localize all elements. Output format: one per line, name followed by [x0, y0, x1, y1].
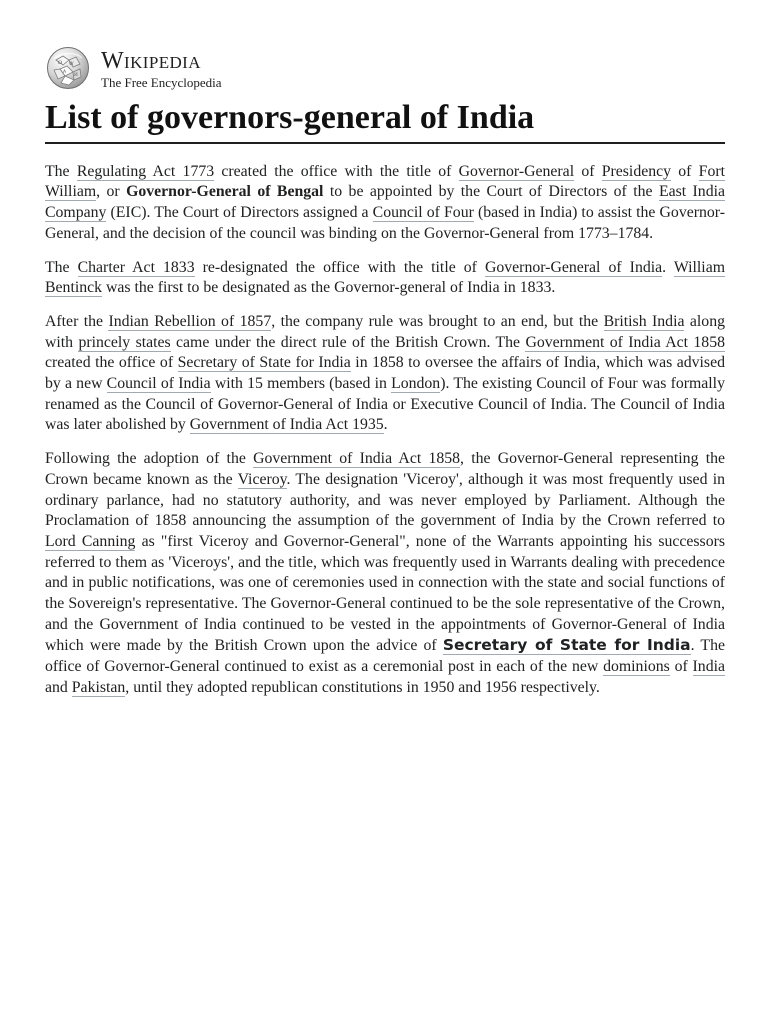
article-link-lord-canning[interactable]: Lord Canning — [45, 532, 136, 550]
article-text: re-designated the office with the title of — [194, 258, 485, 276]
article-text: of — [574, 162, 602, 180]
article-link-viceroy[interactable]: Viceroy — [237, 470, 287, 488]
article-text: and — [45, 678, 72, 696]
article-text: . — [662, 258, 674, 276]
article-link-regulating-act-1773[interactable]: Regulating Act 1773 — [76, 162, 215, 180]
article-link-secretary-of-state-for-india[interactable]: Secretary of State for India — [442, 636, 691, 655]
article-text: , the company rule was brought to an end, but the — [271, 312, 604, 330]
article-link-london[interactable]: London — [391, 375, 441, 393]
article-link-governor-general-of-india[interactable]: Governor-General of India — [484, 258, 663, 276]
article-text: along with — [45, 312, 725, 351]
article-paragraph — [45, 258, 725, 299]
article-link-east-india-company[interactable]: East India Company — [45, 183, 726, 222]
article-text: . The office of Governor-General continued to exist as a ceremonial post in each of the new — [45, 637, 725, 676]
article-text: was the first to be designated as the Governor-general of India in 1833. — [102, 279, 556, 297]
article-link-dominions[interactable]: dominions — [603, 658, 670, 676]
article-link-secretary-of-state-for-india[interactable]: Secretary of State for India — [177, 354, 351, 372]
article-text: created the office with the title of — [214, 162, 459, 180]
article-link-government-of-india-act-1858[interactable]: Government of India Act 1858 — [253, 450, 461, 468]
article-text: (based in India) to assist the Governor-General, and the decision of the council was binding on the Governor-General from 1773–1784. — [45, 204, 725, 242]
site-brand-text — [101, 47, 222, 89]
article-link-charter-act-1833[interactable]: Charter Act 1833 — [77, 258, 195, 276]
page-title: List of governors-general of India — [45, 100, 725, 144]
article-link-india[interactable]: India — [692, 658, 725, 676]
article-text: created the office of — [45, 354, 178, 372]
article-text: of — [669, 658, 693, 676]
article-text: The — [45, 258, 78, 276]
svg-text:A: A — [63, 70, 67, 75]
svg-text:Ω: Ω — [58, 60, 63, 66]
article-text: with 15 members (based in — [210, 375, 392, 393]
article-text: as "first Viceroy and Governor-General", none of the Warrants appointing his successors referred to them as 'Viceroys', and the title, which was frequently used in Warrants dealing with precedence and in public notifications, was one of ceremonies used in connection with the state and social functions of the Sovereign's representative. The Governor-General continued to be the sole representative of the Crown, and the Government of India continued to be vested in the appointments of Governor-General of India which were made by the British Crown upon the advice of — [45, 532, 726, 655]
article-text: (EIC). The Court of Directors assigned a — [106, 204, 373, 222]
article-link-presidency[interactable]: Presidency — [601, 162, 672, 180]
article-link-indian-rebellion-of-1857[interactable]: Indian Rebellion of 1857 — [108, 312, 272, 330]
article-text: . — [383, 416, 388, 434]
article-link-william-bentinck[interactable]: William Bentinck — [45, 258, 725, 297]
article-link-government-of-india-act-1858[interactable]: Government of India Act 1858 — [525, 333, 725, 351]
svg-text:И: И — [74, 73, 78, 78]
article-page — [45, 42, 725, 712]
svg-text:W: W — [69, 62, 74, 67]
article-text: in 1858 to oversee the affairs of India, which was advised by a new — [45, 354, 725, 393]
article-link-governor-general[interactable]: Governor-General — [458, 162, 575, 180]
article-text: . The designation 'Viceroy', although it was most frequently used in ordinary parlance, had no statutory authority, and was never employed by Parliament. Although the Proclamation of 1858 announcing the assumption of the government of India by the Crown referred to — [45, 470, 725, 530]
article-text: came under the direct rule of the British Crown. The — [170, 333, 526, 351]
article-text: ). The existing Council of Four was formally renamed as the Council of Governor-General of India or Executive Council of India. The Council of India was later abolished by — [45, 375, 725, 434]
article-paragraph — [45, 449, 725, 698]
article-text: Following the adoption of the — [45, 450, 254, 468]
site-header — [45, 42, 725, 94]
site-wordmark[interactable]: Wikipedia — [101, 48, 201, 74]
article-link-princely-states[interactable]: princely states — [78, 333, 171, 351]
article-paragraph — [45, 162, 725, 245]
article-text: , until they adopted republican constitutions in 1950 and 1956 respectively. — [125, 678, 600, 696]
article-link-pakistan[interactable]: Pakistan — [71, 678, 126, 696]
article-text: , the Governor-General representing the Crown became known as the — [45, 450, 725, 488]
article-text: , or — [96, 183, 127, 201]
article-link-government-of-india-act-1935[interactable]: Government of India Act 1935 — [189, 416, 384, 434]
article-text: The — [45, 162, 77, 180]
article-body — [45, 162, 725, 699]
wikipedia-globe-icon[interactable] — [45, 45, 91, 91]
article-link-british-india[interactable]: British India — [603, 312, 685, 330]
article-text: of — [671, 162, 699, 180]
article-link-fort-william[interactable]: Fort William — [45, 162, 726, 201]
article-link-council-of-four[interactable]: Council of Four — [372, 204, 474, 222]
article-bold-text: Governor-General of Bengal — [126, 183, 324, 201]
article-paragraph — [45, 312, 725, 436]
article-text: to be appointed by the Court of Directors of the — [323, 183, 659, 201]
site-tagline: The Free Encyclopedia — [101, 75, 222, 90]
article-link-council-of-india[interactable]: Council of India — [106, 375, 211, 393]
article-text: After the — [45, 312, 109, 330]
